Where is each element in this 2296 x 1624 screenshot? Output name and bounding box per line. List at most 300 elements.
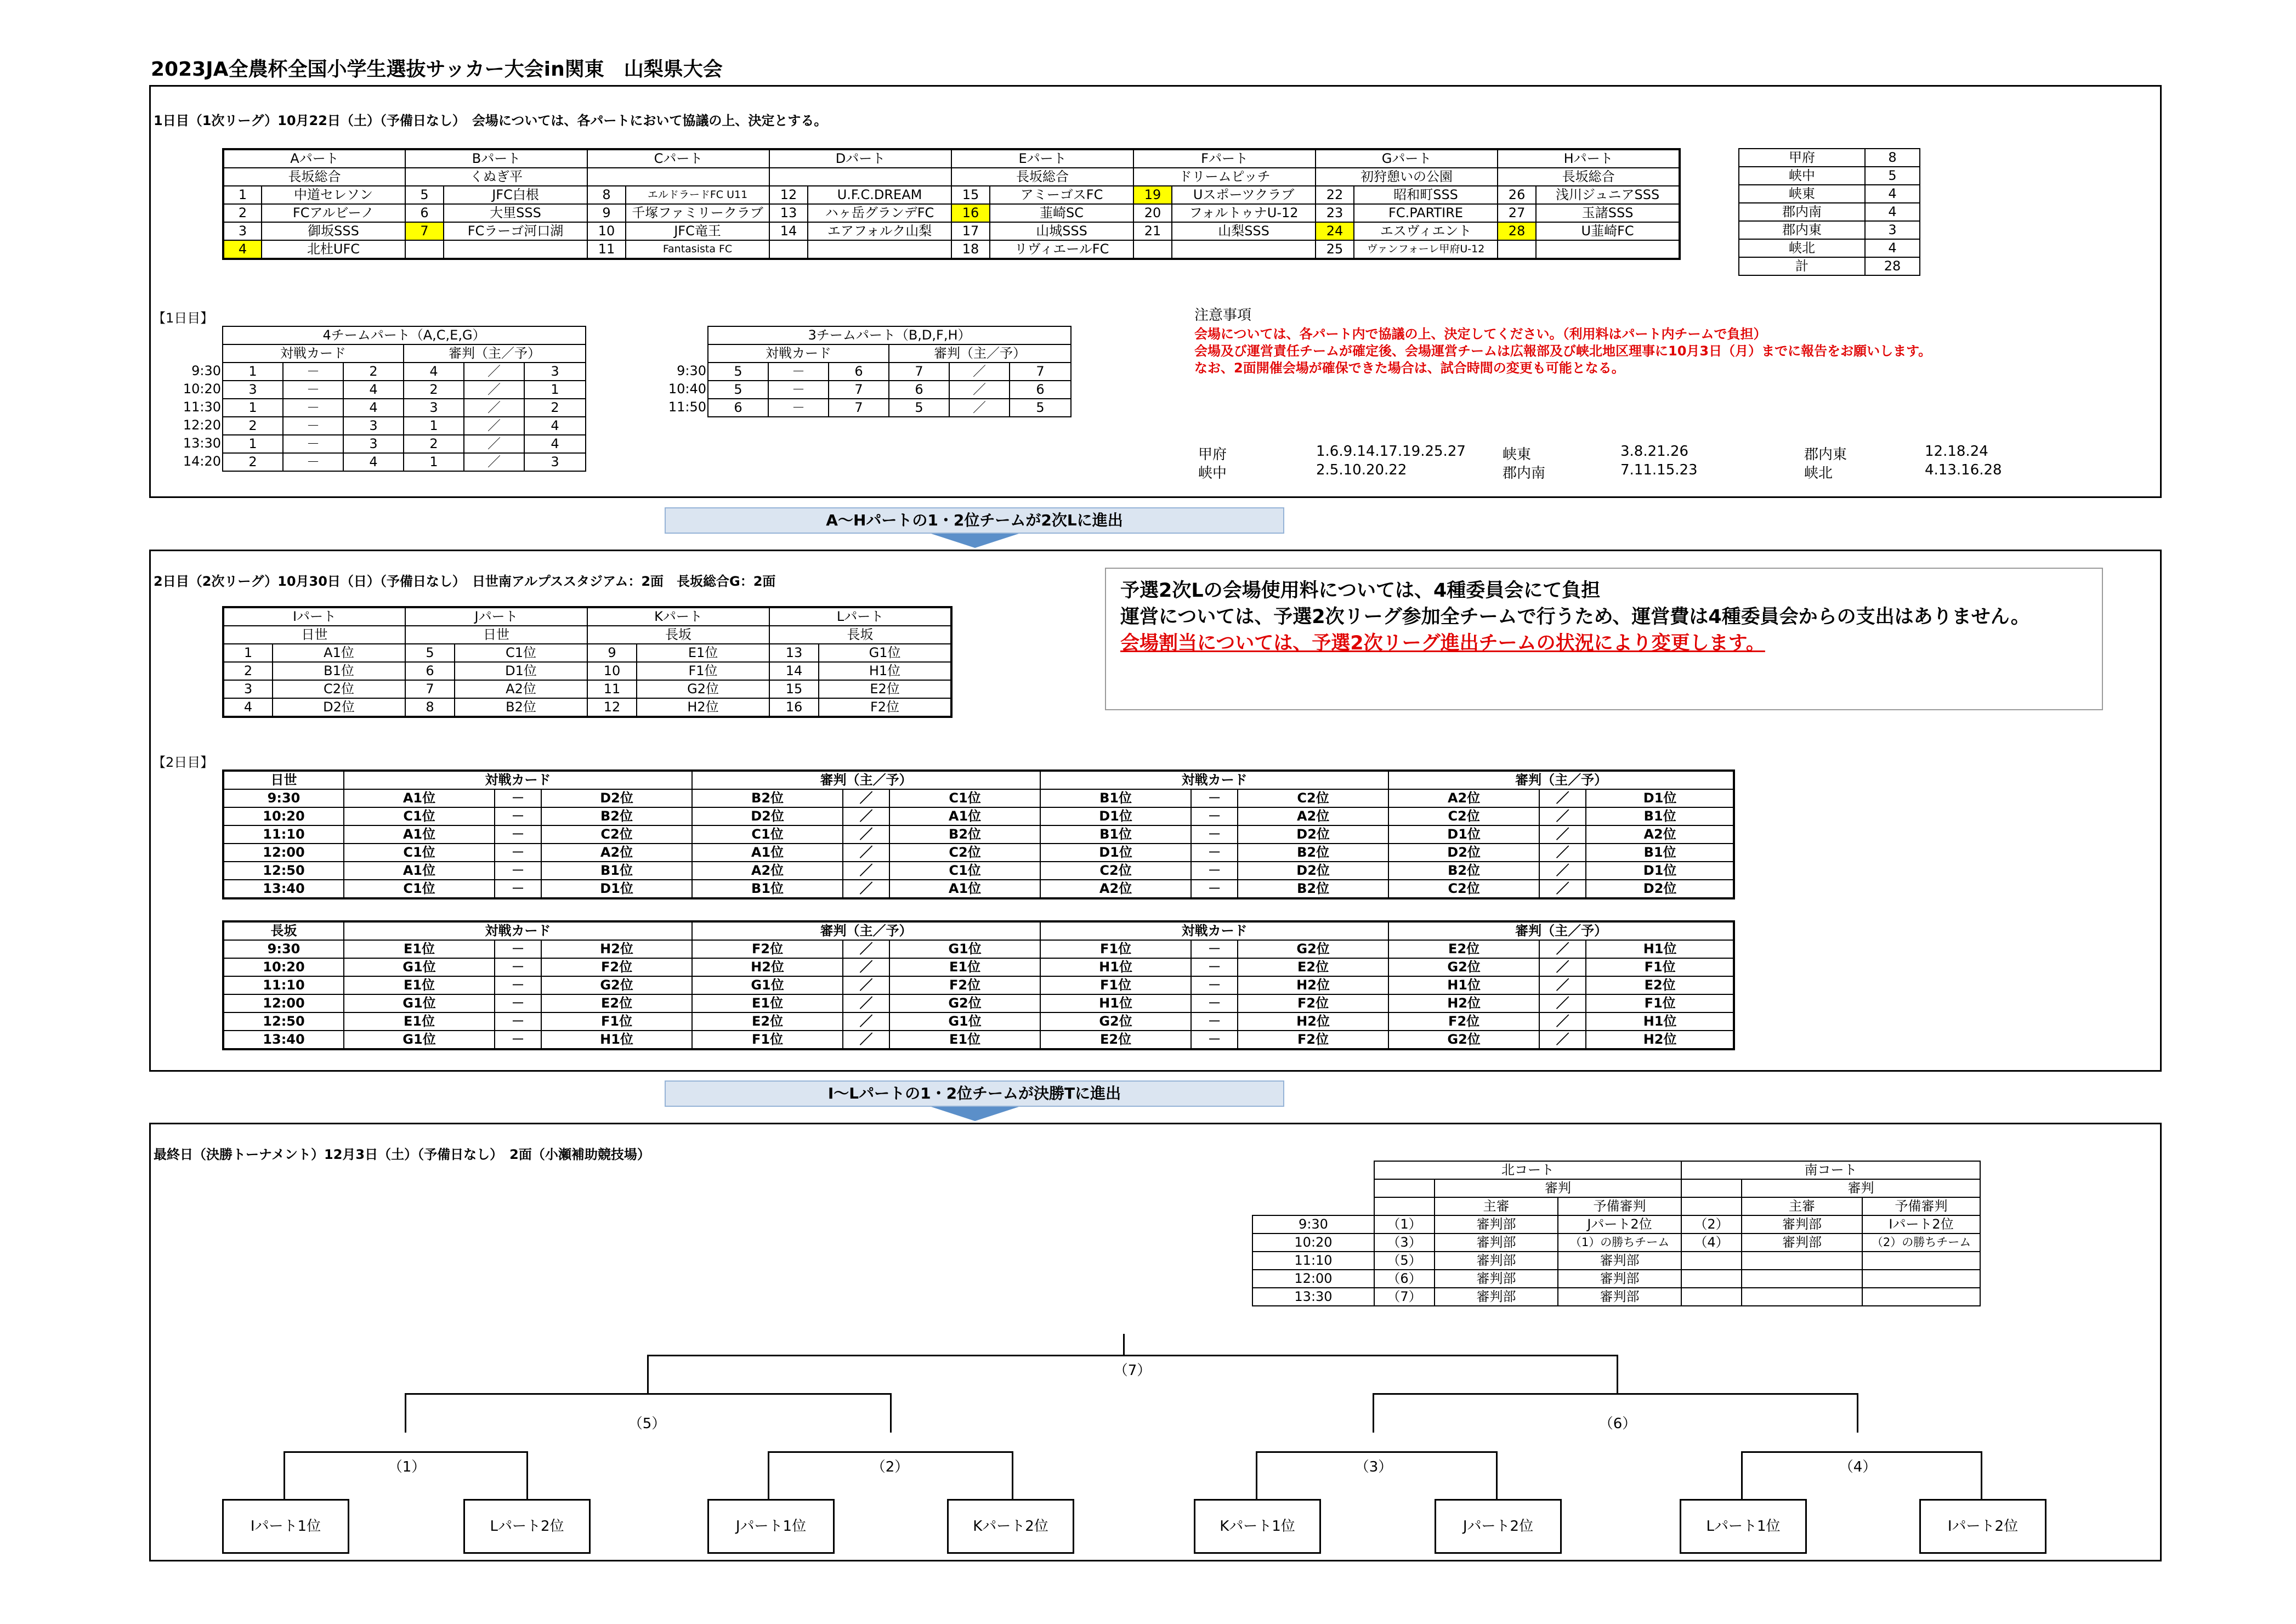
col-header: 対戦カード [708, 344, 889, 363]
vs-separator: － [495, 825, 541, 844]
team-name: E1位 [637, 644, 769, 662]
team-no: 1 [223, 435, 283, 453]
team-name: フォルトゥナU-12 [1172, 204, 1316, 222]
referee-separator: ／ [843, 1031, 889, 1049]
schedule-row [708, 399, 1071, 417]
district-nums: 1.6.9.14.17.19.25.27 [1316, 443, 1466, 460]
north-main-ref: 審判部 [1435, 1252, 1558, 1270]
vs-separator: － [495, 940, 541, 958]
team-number: 24 [1316, 222, 1354, 240]
referee-main: 7 [889, 363, 949, 381]
team-no: 3 [343, 417, 404, 435]
team-number: 4 [223, 698, 273, 717]
bracket-team: Lパート1位 [1680, 1499, 1807, 1554]
team-name: C1位 [455, 644, 587, 662]
team-number: 26 [1498, 186, 1536, 204]
referee-reserve: C1位 [889, 862, 1040, 880]
team: F1位 [541, 1012, 692, 1031]
day1-heading: 1日目（1次リーグ）10月22日（土）（予備日なし） 会場については、各パートにおいて協議の上、決定とする。 [154, 113, 827, 128]
district-nums: 3.8.21.26 [1620, 443, 1689, 460]
referee-reserve: A1位 [889, 880, 1040, 898]
district-name: 郡内南 [1739, 203, 1865, 221]
district-name: 甲府 [1739, 149, 1865, 167]
team: F2位 [1238, 994, 1388, 1012]
south-main-ref [1742, 1270, 1862, 1288]
empty-cell [1172, 240, 1316, 259]
referee-reserve: 5 [1010, 399, 1071, 417]
referee-main: A2位 [692, 862, 843, 880]
team-number: 2 [223, 662, 273, 680]
vs-separator: － [1191, 958, 1238, 976]
team-name: 中道セレソン [262, 186, 405, 204]
bracket-line [1012, 1451, 1013, 1499]
team-number: 15 [951, 186, 990, 204]
referee-main: F2位 [692, 940, 843, 958]
referee-separator: ／ [843, 880, 889, 898]
team-name: エアフォルク山梨 [808, 222, 951, 240]
district-count-table [1738, 148, 1920, 276]
team: C1位 [344, 880, 495, 898]
nagasaka-schedule [222, 920, 1735, 1050]
match-label: （6） [1598, 1416, 1637, 1432]
team: E1位 [344, 976, 495, 994]
referee-separator: ／ [843, 825, 889, 844]
bracket-line [1741, 1451, 1743, 1499]
team: G2位 [541, 976, 692, 994]
match-label: （4） [1839, 1459, 1877, 1475]
referee-separator: ／ [949, 399, 1010, 417]
team-number: 20 [1133, 204, 1172, 222]
part-venue: 長坂 [769, 626, 951, 644]
team: A2位 [1040, 880, 1191, 898]
team: E2位 [1238, 958, 1388, 976]
referee-main: B2位 [692, 789, 843, 807]
schedule-row [223, 453, 586, 471]
referee-main: B1位 [692, 880, 843, 898]
team-number: 13 [769, 204, 808, 222]
referee-reserve: E1位 [889, 1031, 1040, 1049]
vs-separator: － [495, 844, 541, 862]
col-header: 審判（主／予） [1388, 921, 1734, 940]
team-row [223, 222, 1680, 240]
team-number: 6 [405, 662, 455, 680]
bracket-line [284, 1451, 526, 1453]
team-number: 14 [769, 662, 819, 680]
down-arrow-icon [931, 534, 1019, 548]
team: E1位 [344, 940, 495, 958]
team-number: 16 [769, 698, 819, 717]
team-name: 千塚ファミリークラブ [626, 204, 769, 222]
referee-reserve: D1位 [1586, 862, 1734, 880]
vs-separator: － [495, 1031, 541, 1049]
team-number: 2 [223, 204, 262, 222]
referee-reserve: 1 [524, 381, 586, 399]
part-name: Eパート [951, 149, 1133, 168]
referee-reserve: H1位 [1586, 1012, 1734, 1031]
info-line-3: 会場割当については、予選2次リーグ進出チームの状況により変更します。 [1120, 632, 1765, 654]
vs-separator: － [768, 381, 829, 399]
bracket-line [1123, 1334, 1125, 1356]
team-name: A1位 [273, 644, 405, 662]
vs-separator: － [283, 417, 343, 435]
referee-main: F2位 [1388, 1012, 1539, 1031]
team-no: 7 [829, 381, 889, 399]
final-schedule-row [1252, 1215, 1980, 1233]
part-name: Hパート [1498, 149, 1680, 168]
team: C1位 [344, 844, 495, 862]
referee-separator: ／ [1539, 976, 1586, 994]
team: F2位 [541, 958, 692, 976]
team-number: 1 [223, 644, 273, 662]
team-name: ハヶ岳グランデFC [808, 204, 951, 222]
team-name: Uスポーツクラブ [1172, 186, 1316, 204]
team-number: 1 [223, 186, 262, 204]
referee-main: 6 [889, 381, 949, 399]
time-label: 14:20 [183, 454, 221, 469]
final-schedule-row [1252, 1270, 1980, 1288]
bracket-line [890, 1393, 892, 1433]
referee-main: 1 [404, 453, 464, 471]
vs-separator: － [768, 363, 829, 381]
match-label: （5） [628, 1416, 666, 1432]
team-name: ヴァンフォーレ甲府U-12 [1354, 240, 1498, 259]
part-name: Aパート [223, 149, 405, 168]
vs-separator: － [283, 435, 343, 453]
team-number: 14 [769, 222, 808, 240]
bracket-line [1617, 1355, 1618, 1394]
part-venue: 長坂総合 [1498, 168, 1680, 186]
north-reserve-ref: 審判部 [1558, 1270, 1681, 1288]
part-name: Gパート [1316, 149, 1498, 168]
venue-header: 長坂 [223, 921, 344, 940]
team-name: 山城SSS [990, 222, 1133, 240]
team-number: 12 [769, 186, 808, 204]
district-row [1739, 203, 1920, 221]
note-1: 会場については、各パート内で協議の上、決定してください。（利用料はパート内チームで負担） [1194, 326, 1767, 342]
col-header: 審判（主／予） [404, 344, 586, 363]
schedule-row [223, 880, 1734, 898]
team-number: 3 [223, 222, 262, 240]
north-reserve-ref: Jパート2位 [1558, 1215, 1681, 1233]
bracket-team: Lパート2位 [463, 1499, 591, 1554]
referee-main: 1 [404, 417, 464, 435]
north-match: （5） [1374, 1252, 1435, 1270]
bracket-line [1256, 1451, 1257, 1499]
empty-cell [444, 240, 587, 259]
notes-title: 注意事項 [1194, 307, 1252, 324]
schedule-row [223, 825, 1734, 844]
bracket-team: Kパート1位 [1194, 1499, 1321, 1554]
team-row [223, 240, 1680, 259]
team: D1位 [541, 880, 692, 898]
vs-separator: － [495, 862, 541, 880]
referee-main: 4 [404, 363, 464, 381]
district-count: 4 [1865, 239, 1920, 257]
team-number: 11 [587, 240, 626, 259]
bracket-line [1857, 1393, 1858, 1433]
time-label: 11:50 [668, 399, 706, 415]
schedule-title: 4チームパート（A,C,E,G） [223, 326, 586, 344]
north-court: 北コート [1374, 1161, 1681, 1179]
time-label: 12:50 [223, 1012, 344, 1031]
referee-reserve: F1位 [1586, 994, 1734, 1012]
team: C2位 [1040, 862, 1191, 880]
team: E2位 [1040, 1031, 1191, 1049]
part-venue-row [223, 626, 951, 644]
referee-main: H1位 [1388, 976, 1539, 994]
vs-separator: － [1191, 880, 1238, 898]
team: G1位 [344, 958, 495, 976]
day1-schedule-label: 【1日目】 [152, 310, 214, 326]
match-label: （2） [871, 1459, 909, 1475]
col-header: 審判（主／予） [889, 344, 1071, 363]
col-header: 対戦カード [1040, 921, 1388, 940]
team: D2位 [1238, 862, 1388, 880]
district-name: 郡内東 [1739, 221, 1865, 239]
time-label: 10:20 [223, 807, 344, 825]
referee-reserve: F1位 [1586, 958, 1734, 976]
part-name: Bパート [405, 149, 587, 168]
team-name: Fantasista FC [626, 240, 769, 259]
referee-reserve: 3 [524, 453, 586, 471]
district-row [1739, 149, 1920, 167]
team-no: 5 [708, 363, 768, 381]
team-no: 7 [829, 399, 889, 417]
team-name: G1位 [819, 644, 951, 662]
team: A1位 [344, 789, 495, 807]
info-line-1: 予選2次Lの会場使用料については、4種委員会にて負担 [1120, 580, 1601, 602]
vs-separator: － [768, 399, 829, 417]
time-label: 10:20 [223, 958, 344, 976]
col-header: 審判（主／予） [1388, 771, 1734, 789]
schedule-title-row [708, 326, 1071, 344]
bracket-line [1373, 1393, 1374, 1433]
team: H1位 [541, 1031, 692, 1049]
advance-banner-1: A～Hパートの1・2位チームが2次Lに進出 [665, 507, 1284, 534]
district-nums: 12.18.24 [1925, 443, 1988, 460]
referee-separator: ／ [1539, 789, 1586, 807]
referee-separator: ／ [949, 381, 1010, 399]
team-name: 韮崎SC [990, 204, 1133, 222]
empty-cell [1681, 1197, 1742, 1215]
referee-main: E1位 [692, 994, 843, 1012]
referee-main: E2位 [692, 1012, 843, 1031]
referee-main: 2 [404, 381, 464, 399]
schedule-row [223, 399, 586, 417]
team: G2位 [1040, 1012, 1191, 1031]
district-name: 峡中 [1739, 167, 1865, 185]
team: F1位 [1040, 976, 1191, 994]
part-name: Fパート [1133, 149, 1316, 168]
referee-separator: ／ [843, 862, 889, 880]
team-name: JFC白根 [444, 186, 587, 204]
referee-main: 3 [404, 399, 464, 417]
referee-reserve: F2位 [889, 976, 1040, 994]
time-label: 9:30 [1252, 1215, 1374, 1233]
team: B1位 [1040, 825, 1191, 844]
district-count: 8 [1865, 149, 1920, 167]
referee-separator: ／ [1539, 958, 1586, 976]
col-header: 対戦カード [344, 921, 692, 940]
referee-reserve: B2位 [889, 825, 1040, 844]
team-name: C2位 [273, 680, 405, 698]
team-name: B2位 [455, 698, 587, 717]
referee-separator: ／ [1539, 862, 1586, 880]
bracket-line [768, 1451, 769, 1499]
part-name-row [223, 607, 951, 626]
team: B1位 [1040, 789, 1191, 807]
schedule-row [223, 844, 1734, 862]
bracket-team: Iパート2位 [1919, 1499, 2046, 1554]
vs-separator: － [283, 399, 343, 417]
time-label: 9:30 [191, 363, 221, 378]
part-venue [769, 168, 951, 186]
time-label: 10:40 [668, 381, 706, 397]
col-header: 審判（主／予） [692, 771, 1040, 789]
team: E2位 [541, 994, 692, 1012]
empty-cell [1133, 240, 1172, 259]
vs-separator: － [283, 363, 343, 381]
south-reserve-ref [1862, 1270, 1980, 1288]
part-venue: 初狩憩いの公園 [1316, 168, 1498, 186]
team-no: 3 [223, 381, 283, 399]
team-no: 6 [708, 399, 768, 417]
time-label: 9:30 [223, 789, 344, 807]
team-number: 18 [951, 240, 990, 259]
col-header: 対戦カード [223, 344, 404, 363]
bracket-line [1256, 1451, 1496, 1453]
note-3: なお、2面開催会場が確保できた場合は、試合時間の変更も可能となる。 [1194, 360, 1625, 376]
bracket-line [768, 1451, 1012, 1453]
bracket-line [526, 1451, 528, 1499]
time-label: 13:30 [1252, 1288, 1374, 1306]
team-name: G2位 [637, 680, 769, 698]
south-match [1681, 1252, 1742, 1270]
team: D2位 [541, 789, 692, 807]
team-number: 17 [951, 222, 990, 240]
team: F1位 [1040, 940, 1191, 958]
team-name: U.F.C.DREAM [808, 186, 951, 204]
team-number: 16 [951, 204, 990, 222]
team-name: 北杜UFC [262, 240, 405, 259]
district-name: 甲府 [1198, 446, 1227, 463]
schedule-row [223, 994, 1734, 1012]
referee-reserve: H2位 [1586, 1031, 1734, 1049]
schedule-row [223, 807, 1734, 825]
district-name: 郡内南 [1503, 465, 1546, 482]
team-name: H1位 [819, 662, 951, 680]
referee-main: D2位 [692, 807, 843, 825]
district-nums: 2.5.10.20.22 [1316, 462, 1407, 478]
team-number: 15 [769, 680, 819, 698]
referee-separator: ／ [843, 958, 889, 976]
time-label: 10:20 [183, 381, 221, 397]
team-name: F2位 [819, 698, 951, 717]
col-header: 対戦カード [344, 771, 692, 789]
team-name: リヴィエールFC [990, 240, 1133, 259]
south-main-ref [1742, 1288, 1862, 1306]
district-row [1739, 167, 1920, 185]
time-label: 13:40 [223, 880, 344, 898]
district-count: 4 [1865, 203, 1920, 221]
empty-cell [769, 240, 808, 259]
team-number: 28 [1498, 222, 1536, 240]
team: A1位 [344, 862, 495, 880]
south-main-ref [1742, 1252, 1862, 1270]
referee-reserve: G1位 [889, 1012, 1040, 1031]
referee-separator: ／ [464, 381, 524, 399]
reserve-referee-header: 予備審判 [1558, 1197, 1681, 1215]
team-name: F1位 [637, 662, 769, 680]
referee-main: C2位 [1388, 880, 1539, 898]
referee-separator: ／ [464, 399, 524, 417]
referee-separator: ／ [843, 994, 889, 1012]
vs-separator: － [1191, 1012, 1238, 1031]
team-row [223, 662, 951, 680]
team-name: B1位 [273, 662, 405, 680]
referee-separator: ／ [1539, 1031, 1586, 1049]
referee-separator: ／ [843, 807, 889, 825]
team-name: FCラーゴ河口湖 [444, 222, 587, 240]
part-venue-row [223, 168, 1680, 186]
bracket-line [284, 1451, 285, 1499]
team-name: FC.PARTIRE [1354, 204, 1498, 222]
referee-separator: ／ [1539, 825, 1586, 844]
team-no: 2 [223, 417, 283, 435]
bracket-line [1496, 1451, 1498, 1499]
schedule-row [223, 789, 1734, 807]
referee-separator: ／ [1539, 844, 1586, 862]
day1-parts-table [222, 148, 1681, 260]
part-venue: 長坂 [587, 626, 769, 644]
team-name: 大里SSS [444, 204, 587, 222]
team: C2位 [541, 825, 692, 844]
schedule-row [223, 976, 1734, 994]
schedule-row [223, 435, 586, 453]
day2-heading: 2日目（2次リーグ）10月30日（日）（予備日なし） 日世南アルプススタジアム：2面 長坂総合G：2面 [154, 574, 776, 589]
team-row [223, 186, 1680, 204]
part-venue [587, 168, 769, 186]
schedule-row [223, 363, 586, 381]
col-header: 対戦カード [1040, 771, 1388, 789]
bracket-team: Iパート1位 [222, 1499, 349, 1554]
team-number: 12 [587, 698, 637, 717]
team-number: 13 [769, 644, 819, 662]
district-row [1739, 239, 1920, 257]
time-label: 13:40 [223, 1031, 344, 1049]
district-name: 峡東 [1739, 185, 1865, 203]
district-row [1739, 257, 1920, 275]
referee-reserve: G2位 [889, 994, 1040, 1012]
team-name: FCアルビーノ [262, 204, 405, 222]
schedule-row [223, 940, 1734, 958]
team-number: 3 [223, 680, 273, 698]
schedule-header-row [223, 344, 586, 363]
south-court: 南コート [1681, 1161, 1980, 1179]
team-number: 27 [1498, 204, 1536, 222]
referee-main: C1位 [692, 825, 843, 844]
referee-main: A1位 [692, 844, 843, 862]
empty-cell [1374, 1197, 1435, 1215]
referee-main: H2位 [692, 958, 843, 976]
bracket-team: Jパート2位 [1435, 1499, 1562, 1554]
referee-separator: ／ [1539, 880, 1586, 898]
team-no: 6 [829, 363, 889, 381]
team-name: A2位 [455, 680, 587, 698]
referee-separator: ／ [1539, 807, 1586, 825]
empty-cell [1498, 240, 1536, 259]
team: D1位 [1040, 844, 1191, 862]
